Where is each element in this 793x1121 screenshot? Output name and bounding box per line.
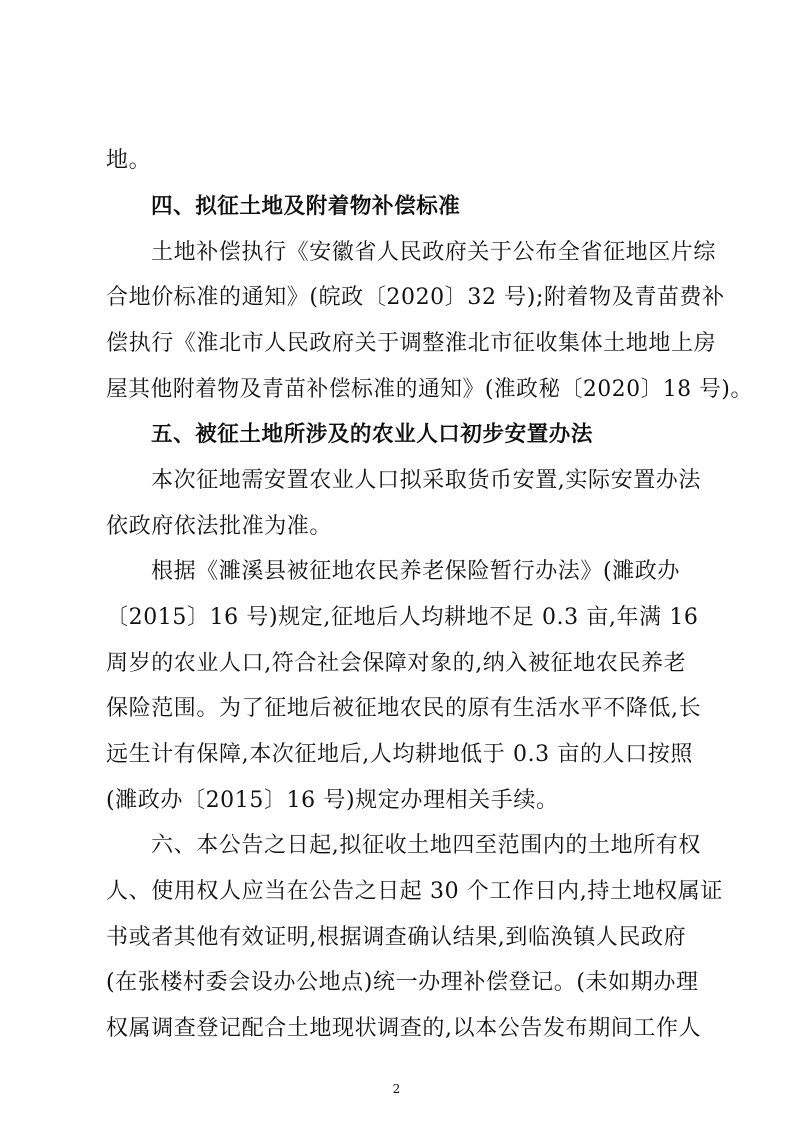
paragraph-line: 保险范围。为了征地后被征地农民的原有生活水平不降低,长	[106, 696, 702, 721]
paragraph-line: 六、本公告之日起,拟征收土地四至范围内的土地所有权	[151, 833, 701, 858]
paragraph-line: (在张楼村委会设办公地点)统一办理补偿登记。(未如期办理	[106, 970, 699, 995]
paragraph-line: 〔2015〕16 号)规定,征地后人均耕地不足 0.3 亩,年满 16	[106, 605, 699, 630]
paragraph-line: 偿执行《淮北市人民政府关于调整淮北市征收集体土地地上房	[106, 331, 717, 356]
paragraph-line: 土地补偿执行《安徽省人民政府关于公布全省征地区片综	[151, 240, 717, 265]
section-heading-4: 四、拟征土地及附着物补偿标准	[151, 194, 461, 219]
paragraph-line: 权属调查登记配合土地现状调查的,以本公告发布期间工作人	[106, 1016, 702, 1041]
paragraph-line: 书或者其他有效证明,根据调查确认结果,到临涣镇人民政府	[106, 925, 687, 950]
paragraph-line: 根据《濉溪县被征地农民养老保险暂行办法》(濉政办	[151, 559, 680, 584]
page-number: 2	[392, 1082, 401, 1096]
paragraph-line: (濉政办〔2015〕16 号)规定办理相关手续。	[106, 788, 559, 813]
paragraph-line: 本次征地需安置农业人口拟采取货币安置,实际安置办法	[151, 468, 701, 493]
paragraph-line: 周岁的农业人口,符合社会保障对象的,纳入被征地农民养老	[106, 651, 687, 676]
paragraph-line: 合地价标准的通知》(皖政〔2020〕32 号);附着物及青苗费补	[106, 285, 725, 310]
paragraph-line: 人、使用权人应当在公告之日起 30 个工作日内,持土地权属证	[106, 879, 723, 904]
paragraph-line: 远生计有保障,本次征地后,人均耕地低于 0.3 亩的人口按照	[106, 742, 693, 767]
text-line: 地。	[106, 148, 152, 173]
section-heading-5: 五、被征土地所涉及的农业人口初步安置办法	[151, 422, 594, 447]
paragraph-line: 依政府依法批准为准。	[106, 514, 333, 539]
paragraph-line: 屋其他附着物及青苗补偿标准的通知》(淮政秘〔2020〕18 号)。	[106, 377, 753, 402]
